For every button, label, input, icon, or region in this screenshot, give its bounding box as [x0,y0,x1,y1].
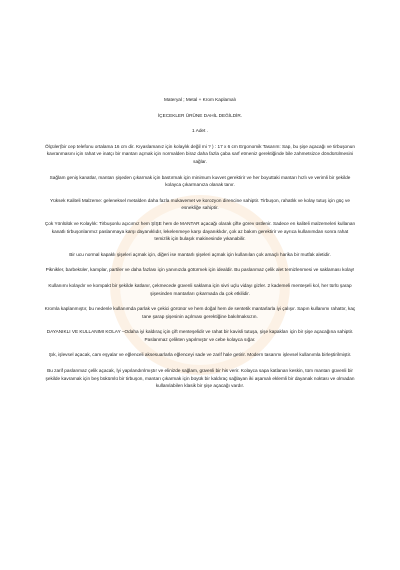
paragraph: Bir ucu normal kapaklı şişeleri açmak için, diğeri ise mantarlı şişeleri açmak için kullanılan çok amaçlı harika bir mutfak aletidir. [69,251,331,257]
paragraph: Kullanımı kolaydır ve kompakt bir şekilde katlanır, çekmecede güvenli saklama için sivri uçlu vidayı gizler. 2 kademeli menteşeli kol, her türlü şarap şişesinden mantarları çıkarmada da çok etkilidir. [48,282,352,296]
paragraph: DAYANIKLI VE KULLANIMI KOLAY –Odaha iyi kaldıraç için çift menteşelidir ve rahat bir kavisli tutuşa, şişe kapakları için bir şişe açacağına sahiptir. Paslanmaz çelikten yapılmıştır ve cebe kolayca sığar. [46,329,354,342]
paragraph: Sağlam geniş kanatlar, mantarı şişeden çıkarmak için bastırmak için minimum kuvvet gerektirir ve her boyuttaki mantarı hızlı ve verimli bir şekilde kolayca çıkarmanıza olanak tanır. [49,174,351,188]
paragraph: Piknikler, barbeküler, kamplar, partiler ve daha fazlası için yanınızda götürmek için idealdir. Bu paslanmaz çelik alet temizlenmesi ve saklaması kolay! [45,267,355,273]
drinks-notice: İÇECEKLER ÜRÜNE DAHİL DEĞİLDİR. [157,112,243,118]
paragraph: Yüksek Kaliteli Malzeme: geleneksel metalden daha fazla mukavemet ve korozyon direncine sahiptir. Tirbuşon, rahatlık ve kolay tutuş için güç ve esnekliğe sahiptir. [50,197,350,211]
document-body [44,96,356,398]
paragraph: Kromla kaplanmıştır, bu nedenle kullanımda parlak ve çekici görünür ve hem doğal hem de sentetik mantarlarla iyi çalışır. Sapın kullanımı rahattır, kaç tane şarap şişesinin açılması gerektiğine bakılmaksızın. [44,306,356,319]
material-line: Materyal ; Metal + Krom Kaplamalı [163,97,237,102]
quantity-line: 1 Adet . [192,128,208,134]
paragraph: Ölçüler(bir cep telefonu ortalama 16 cm dir. Kıyaslamanız için kolaylık değil mi ? ) : 17 x 6 cm Ergonomik Tasarım: Sap, bu şişe açacağı ve tirbuşonun kavranmasını için rahat ve inatçı bir mantarı açmak için normalden biraz daha fazla çaba sarf etmeniz gerektiğinde bile zahmetsizce döndürülmesini sağlar. [45,143,355,164]
paragraph: Şık, işlevsel açacak, cam eşyalar ve eğlenceli aksesuarlarla eğlenceyi sade ve zarif hale getirir. Modern tasarımı işlevsel kullanımla birleştirilmiştir. [48,352,352,358]
paragraph: Çok Yönlülük ve Kolaylık: Tirbuşonlu açıcımız hem ŞİŞE hem de MANTAR açacağı olarak çifte görev üstlenir. Sadece en kaliteli malzemeleri kullanan kanatlı tirbuşonlarımız paslanmaya karşı dayanıklıdır, lekelenmeye karşı dayanıklıdır, çok az bakım gerektirir ve ayrıca kullanımdan sonra rahat temizlik için bulaşık makinesinde yıkanabilir. [44,220,356,242]
paragraph: Bu zarif paslanmaz çelik açacak, İyi yapılandırılmıştır ve elinizde sağlam, güvenli bir his verir. Kolayca sapa katlanan keskin, tüm mantarı güvenli bir şekilde kavramak için beş bükümlü bir tirbuşon, mantarı çıkarmak için büyük bir kaldıraç sağlayan iki aşamalı eklemli bir dayanak noktası ve olmadan kullanılabilen klasik bir şişe açacağı vardır. [45,368,355,389]
